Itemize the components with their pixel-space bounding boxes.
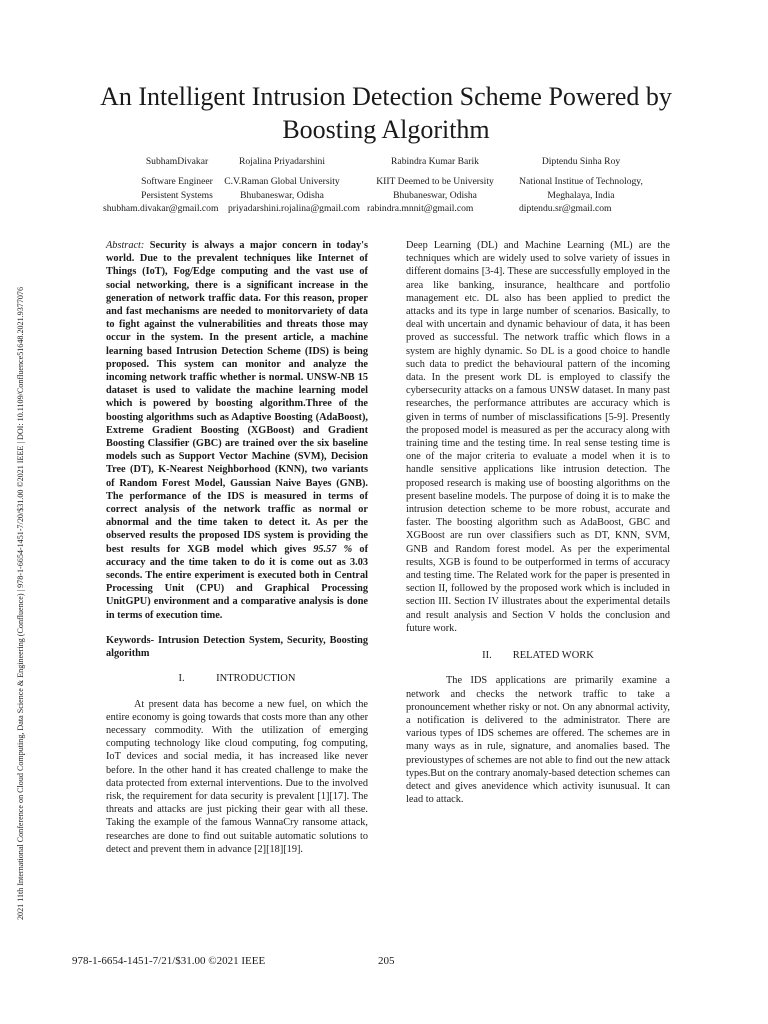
paper-title: An Intelligent Intrusion Detection Scheme Powered by Boosting Algorithm [100, 82, 672, 144]
author-email[interactable]: rabindra.mnnit@gmail.com [367, 203, 474, 214]
author-email[interactable]: priyadarshini.rojalina@gmail.com [228, 203, 360, 214]
author-affiliation: Persistent Systems [141, 190, 213, 201]
introduction-text: At present data has become a new fuel, on which the entire economy is going towards that costs more than any other necessary commodity. With the utilization of emerging computing technology like cloud computing, fog computing, IoT devices and social media, it has increased like never before. In the other hand it has created challenge to make the data protected from external interventions. Due to the involved risk, the requirement for data security is prevalent [1][17]. The threats and attacks are just picking their gear with all these. Taking the example of the famous WannaCry ransome attack, researches are done to find out suitable automatic solutions to detect and prevent them in advance [2][18][19]. [106, 698, 368, 855]
left-column [106, 239, 368, 856]
section-heading-related-work: II. RELATED WORK [482, 650, 594, 662]
author-block [360, 155, 510, 203]
author-name: Rabindra Kumar Barik [391, 156, 479, 167]
abstract-text-end: of accuracy and the time taken to do it is come out as 3.03 seconds. The entire experiment is executed both in Central Processing Unit (CPU) and Graphical Processing UnitGPU) environment and a comparative analysis is done in terms of execution time. [106, 543, 369, 621]
doi-sidebar-text: 2021 11th International Conference on Cloud Computing, Data Science & Engineering (Confluence) | 978-1-6654-1451-7/20/$31.00 ©2021 IEEE | DOI: 10.1109/Confluence51648.2021.9377076 [16, 286, 25, 920]
author-affiliation: Bhubaneswar, Odisha [393, 190, 477, 201]
author-affiliation: Bhubaneswar, Odisha [240, 190, 324, 201]
related-work-text: The IDS applications are primarily examine a network and checks the network traffic to take a pronouncement whether risky or not. On any abnormal activity, a notification is delivered to the administrator. There are various types of IDS schemes are offered. The schemes are in many ways as in rule, signature, and anomalies based. The previoustypes of schemes are not able to find out the new attack types.But on the contrary anomaly-based detection schemes can detect and gives anevidence which activity isunusual. It can lead to attack. [406, 675, 670, 806]
abstract-accuracy: 95.57 % [313, 543, 353, 555]
footer-copyright: 978-1-6654-1451-7/21/$31.00 ©2021 IEEE [72, 955, 266, 967]
author-affiliation: KIIT Deemed to be University [376, 176, 494, 187]
author-email[interactable]: diptendu.sr@gmail.com [519, 203, 612, 214]
author-affiliation: Meghalaya, India [547, 190, 615, 201]
author-name: SubhamDivakar [145, 156, 209, 167]
author-affiliation: Software Engineer [141, 176, 213, 187]
author-block [498, 155, 664, 203]
author-block [212, 155, 352, 203]
keywords: Keywords- Intrusion Detection System, Security, Boosting algorithm [106, 634, 368, 660]
body-paragraph: Deep Learning (DL) and Machine Learning (ML) are the techniques which are widely used to solve variety of issues in different domains [3-4]. These are successfully employed in the area like banking, insurance, healthcare and portfolio management etc. DL also has been applied to predict the attacks and its type in large number of scenarios. Basically, to deal with uncertain and dynamic behaviour of data, it has been proved as successful. The network traffic which flows in a system are highly dynamic. So DL is a good choice to handle such data to predict the behavioural pattern of the incoming data. In the present work DL is employed to classify the cybersecurity attacks on a famous UNSW dataset. In many past researches, the performance attributes are accuracy which is given in terms of number of misclassifications [5-9]. Presently the proposed model is measured as per the accuracy along with training time and the testing time. In real sense testing time is one of the major criteria to evaluate a model when it is to handle sensitive applications like intrusion detection. The proposed research is making use of boosting algorithms on the present baseline models. The purpose of doing it is to make the intrusion detection scheme to be more robust, accurate and faster. The boosting algorithm such as AdaBoost, GBC and XGBoost are run over classifiers such as DT, KNN, SVM, GNB and Random forest model. As per the experimental results, XGB is found to be outperformed in terms of accuracy and testing time. The Related work for the paper is presented in section II, followed by the proposed work which is included in section III. Section IV illustrates about the experimental details and result analysis and Section V holds the conclusion and future work. [406, 240, 670, 634]
author-affiliation: C.V.Raman Global University [224, 176, 340, 187]
right-column [406, 239, 670, 806]
abstract-text: Security is always a major concern in today's world. Due to the prevalent techniques like Internet of Things (IoT), Fog/Edge computing and the vast use of social networking, there is a significant increase in the generation of network traffic data. For this reason, proper and fast mechanisms are needed to monitorvariety of data to fight against the vulnerabilities and threats those may occur in the system. In the present article, a machine learning based Intrusion Detection Scheme (IDS) is being proposed. This system can monitor and analyze the incoming network traffic whether is normal. UNSW-NB 15 dataset is used to validate the machine learning model which is powered by boosting algorithm.Three of the boosting algorithms such as Adaptive Boosting (AdaBoost), Extreme Gradient Boosting (XGBoost) and Gradient Boosting Classifier (GBC) are trained over the six baseline models such as Support Vector Machine (SVM), Decision Tree (DT), K-Nearest Neighborhood (KNN), two variants of Random Forest Model, Gaussian Naive Bayes (GNB). The performance of the IDS is measured in terms of correct analysis of the network traffic as normal or abnormal and the time taken to detect it. As per the observed results the proposed IDS system is providing the best results for XGB model which gives [106, 240, 368, 555]
author-email[interactable]: shubham.divakar@gmail.com [103, 203, 219, 214]
abstract-label: Abstract: [106, 240, 145, 251]
section-heading-introduction: I. INTRODUCTION [178, 673, 296, 685]
doi-sidebar [16, 100, 30, 920]
author-name: Diptendu Sinha Roy [541, 156, 621, 167]
author-name: Rojalina Priyadarshini [238, 156, 326, 167]
page-number: 205 [378, 955, 395, 967]
author-affiliation: National Institue of Technology, [519, 176, 643, 187]
abstract [106, 239, 368, 622]
